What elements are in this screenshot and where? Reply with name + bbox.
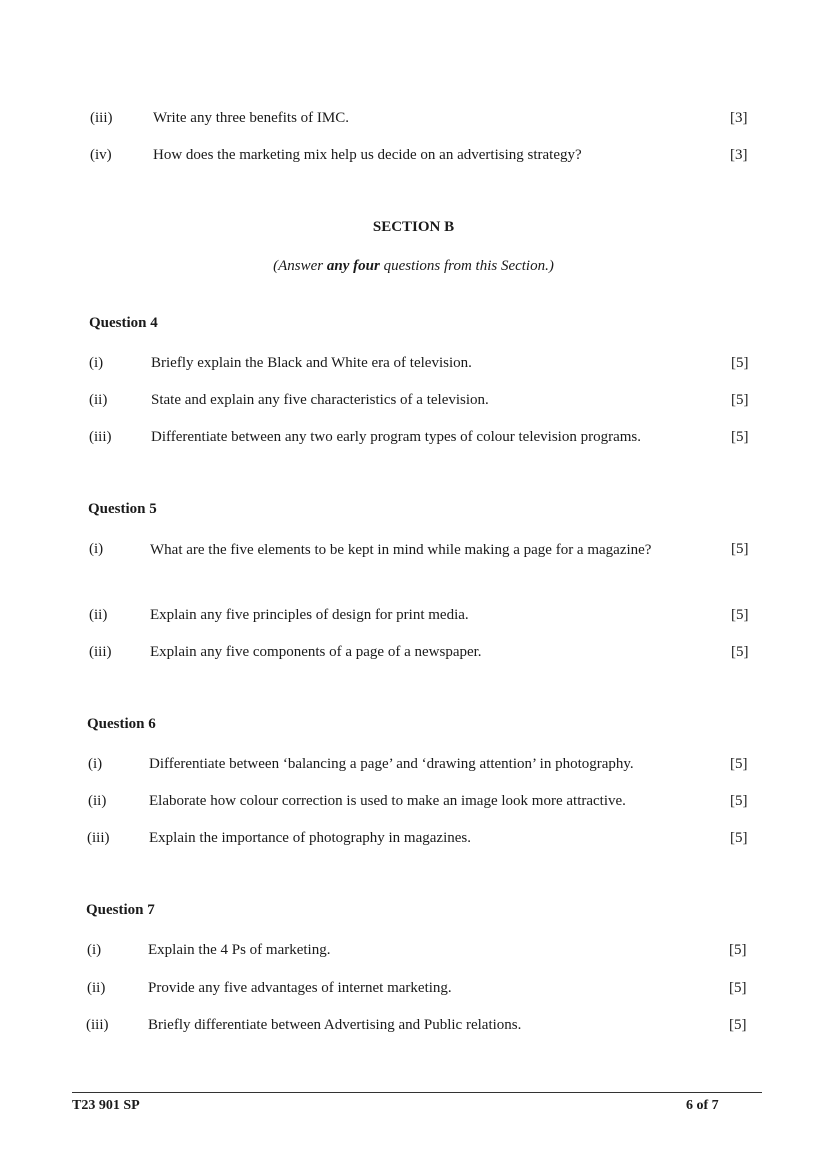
item-row (0, 1014, 827, 1036)
item-text: Elaborate how colour correction is used to make an image look more attractive. (149, 793, 626, 809)
item-row (0, 352, 827, 374)
item-text: Explain any five components of a page of a newspaper. (150, 644, 482, 660)
instruction-emph: any four (326, 258, 380, 274)
item-number: (iii) (89, 429, 112, 445)
item-row (0, 977, 827, 999)
item-number: (iii) (90, 110, 113, 126)
item-row (0, 536, 827, 596)
item-row (0, 827, 827, 849)
item-marks: [5] (730, 830, 748, 846)
question-title: Question 5 (88, 501, 157, 517)
item-text: Explain the importance of photography in magazines. (149, 830, 471, 846)
item-number: (ii) (87, 980, 106, 996)
instruction-post: questions from this Section.) (379, 258, 554, 274)
section-instruction (0, 258, 827, 275)
question-title: Question 6 (87, 716, 156, 732)
item-row (0, 389, 827, 411)
item-row (0, 939, 827, 961)
item-text: Explain any five principles of design for print media. (150, 607, 469, 623)
item-text: Explain the 4 Ps of marketing. (148, 942, 331, 958)
item-marks: [5] (729, 942, 747, 958)
item-marks: [5] (731, 607, 749, 623)
footer-divider (72, 1092, 762, 1093)
item-number: (i) (89, 355, 104, 371)
item-marks: [5] (729, 980, 747, 996)
item-marks: [5] (731, 392, 749, 408)
item-marks: [5] (731, 541, 749, 557)
item-text: How does the marketing mix help us decide on an advertising strategy? (153, 147, 582, 163)
item-text: Differentiate between any two early program types of colour television programs. (151, 429, 641, 445)
item-number: (ii) (89, 392, 108, 408)
item-marks: [5] (731, 429, 749, 445)
item-text: Briefly explain the Black and White era of television. (151, 355, 472, 371)
item-number: (iii) (87, 830, 110, 846)
item-number: (i) (89, 541, 104, 557)
item-number: (iv) (90, 147, 112, 163)
item-row (0, 753, 827, 775)
item-marks: [5] (729, 1017, 747, 1033)
item-marks: [5] (730, 793, 748, 809)
item-number: (iii) (86, 1017, 109, 1033)
footer-code: T23 901 SP (72, 1098, 140, 1113)
item-number: (ii) (89, 607, 108, 623)
item-number: (ii) (88, 793, 107, 809)
page-number: 6 of 7 (686, 1098, 719, 1113)
instruction-pre: (Answer (273, 258, 327, 274)
item-text: Briefly differentiate between Advertising and Public relations. (148, 1017, 522, 1033)
question-title: Question 7 (86, 902, 155, 918)
item-text: Differentiate between ‘balancing a page’ and ‘drawing attention’ in photography. (149, 756, 634, 772)
item-row (0, 790, 827, 812)
item-marks: [5] (731, 355, 749, 371)
item-text: Write any three benefits of IMC. (153, 110, 349, 126)
item-text: Provide any five advantages of internet marketing. (148, 980, 452, 996)
item-row (0, 641, 827, 663)
item-row (0, 426, 827, 448)
item-text: What are the five elements to be kept in mind while making a page for a magazine? (150, 542, 652, 558)
item-number: (iii) (89, 644, 112, 660)
item-marks: [3] (730, 147, 748, 163)
section-title: SECTION B (372, 219, 455, 235)
item-row (0, 107, 827, 129)
item-marks: [3] (730, 110, 748, 126)
item-marks: [5] (730, 756, 748, 772)
item-marks: [5] (731, 644, 749, 660)
question-title: Question 4 (89, 315, 158, 331)
item-number: (i) (88, 756, 103, 772)
item-row (0, 144, 827, 166)
item-row (0, 604, 827, 626)
item-text: State and explain any five characteristics of a television. (151, 392, 489, 408)
item-number: (i) (87, 942, 102, 958)
